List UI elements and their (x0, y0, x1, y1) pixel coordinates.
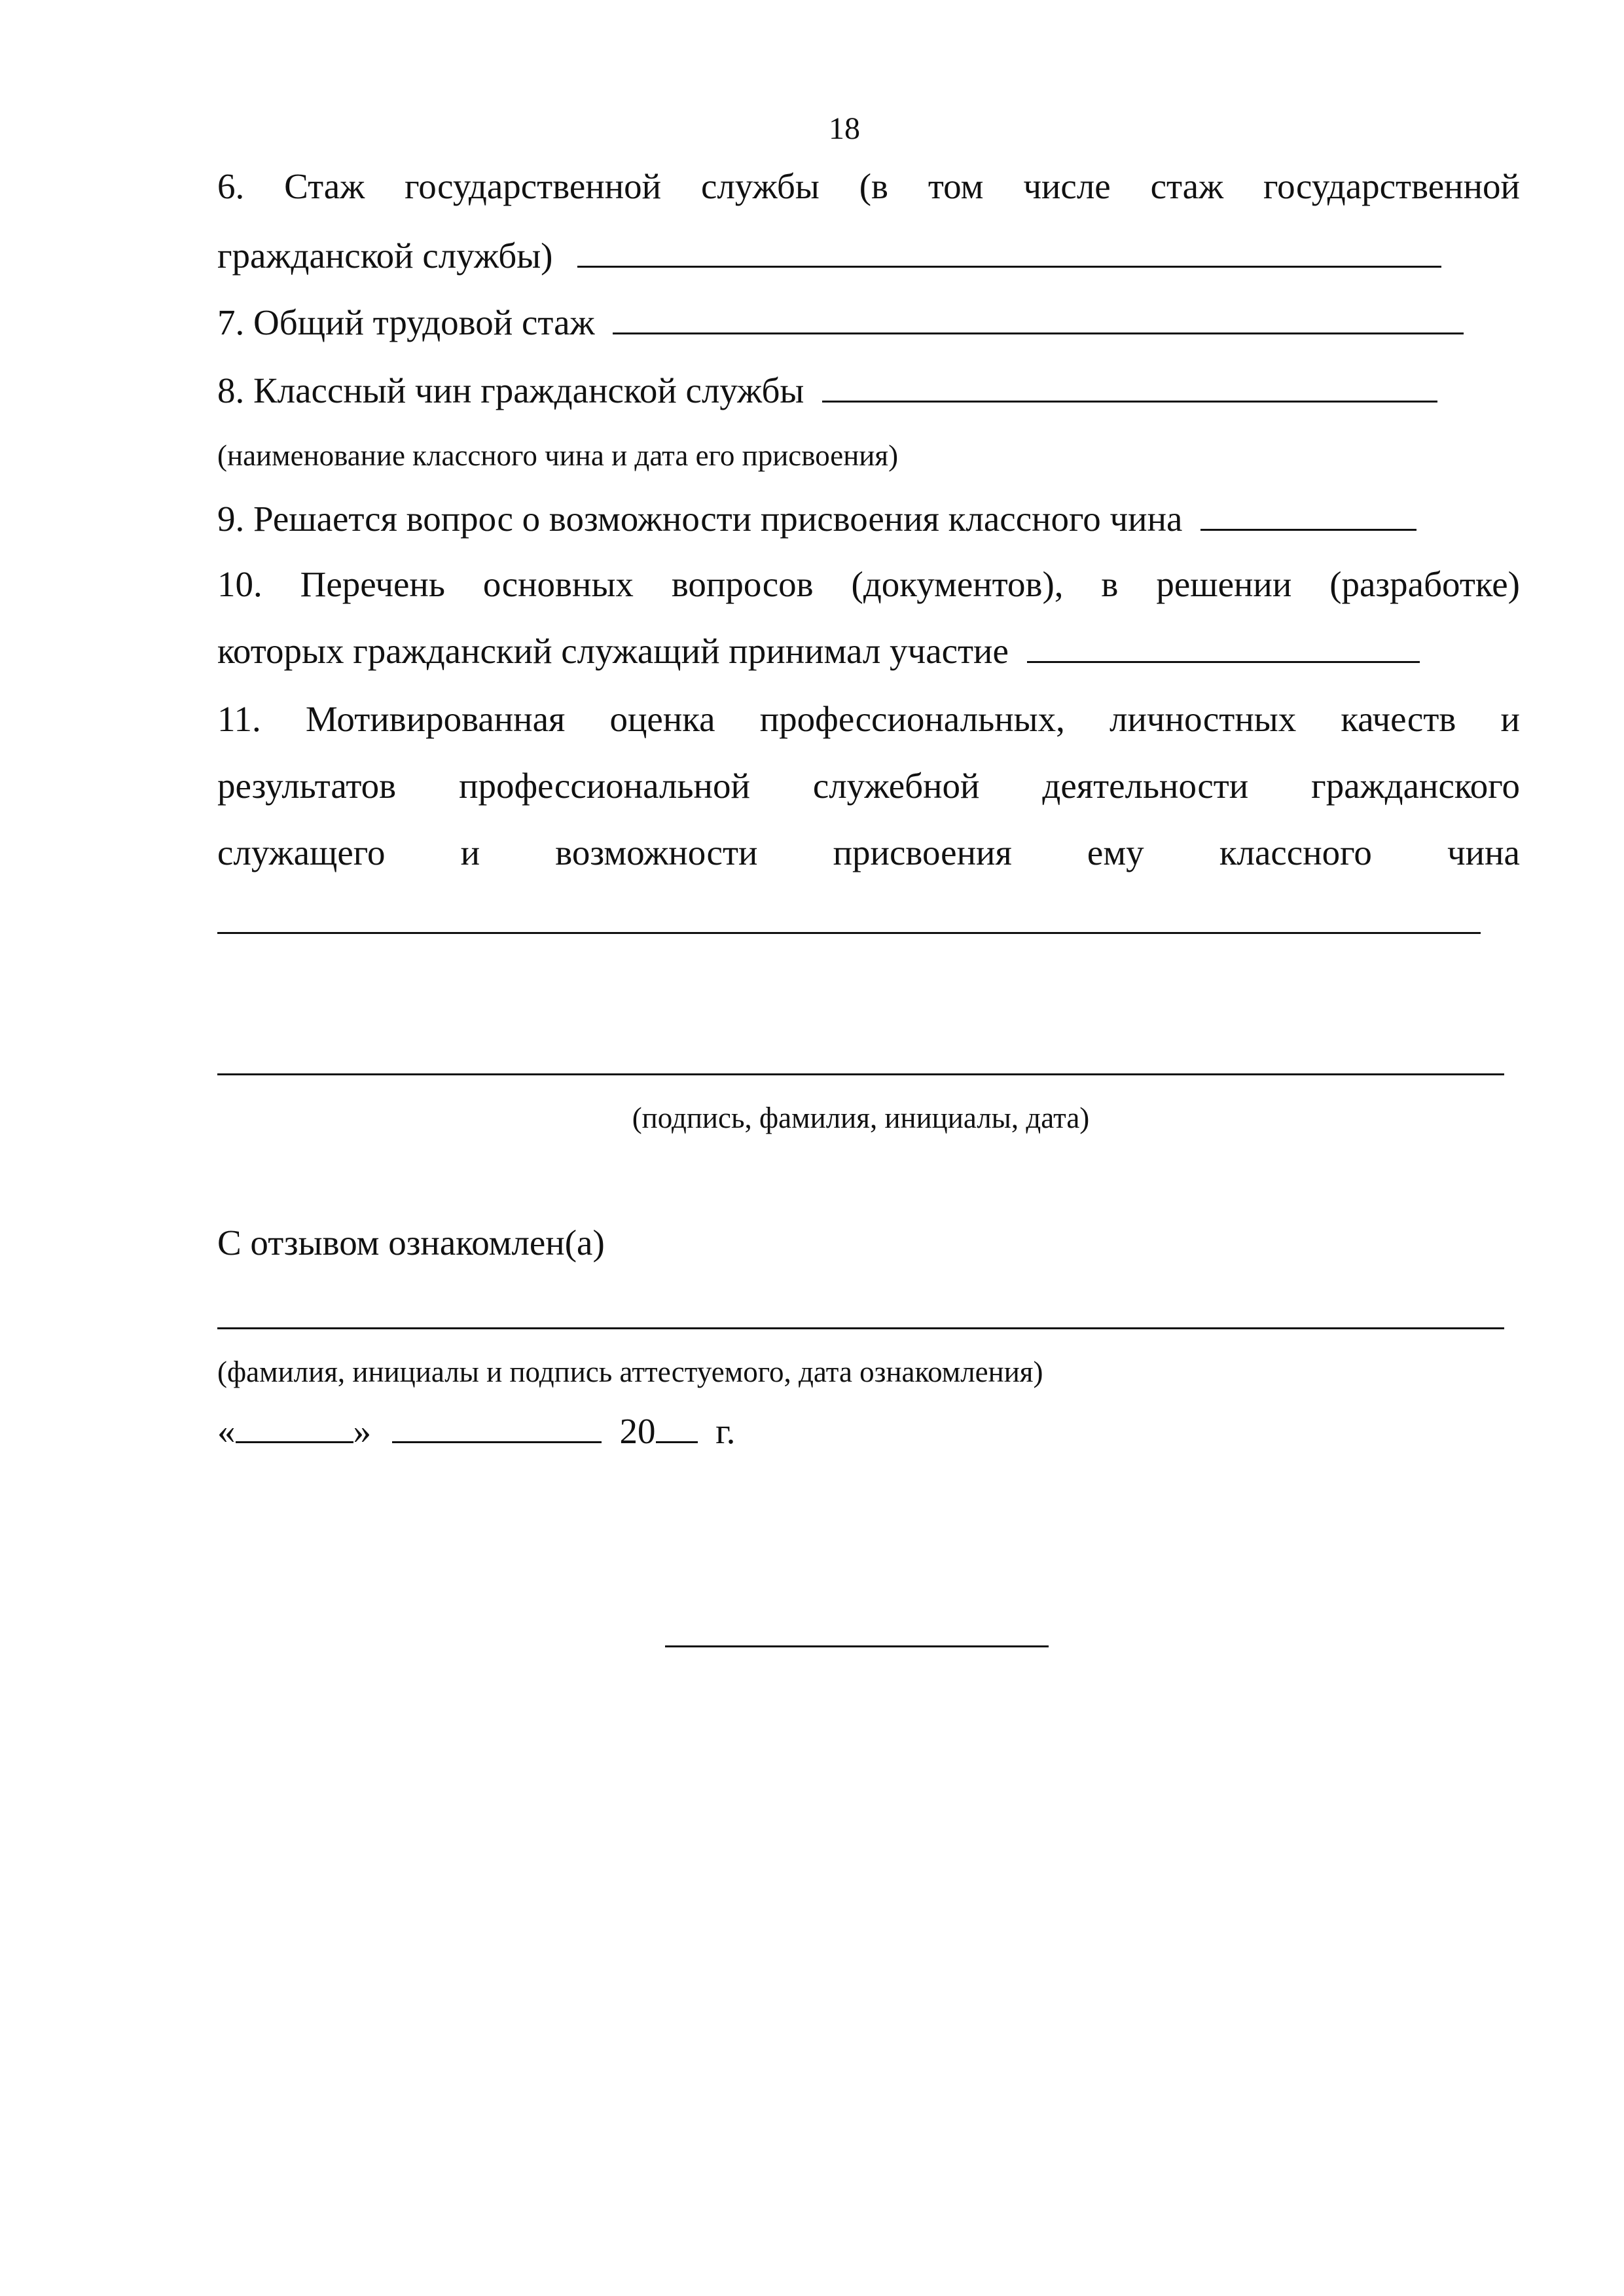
word: служебной (812, 766, 980, 806)
item-11-line-2 (217, 763, 1520, 809)
word: вопросов (671, 564, 814, 604)
item-9-label: 9. Решается вопрос о возможности присвоения классного чина (217, 499, 1183, 539)
participation-field[interactable] (1027, 631, 1420, 663)
year-prefix: 20 (619, 1411, 656, 1451)
item-7-label: 7. Общий трудовой стаж (217, 302, 595, 342)
word: качеств (1341, 699, 1456, 739)
signature-field-line[interactable] (217, 1073, 1504, 1075)
item-10-label: которых гражданский служащий принимал участие (217, 631, 1009, 671)
total-work-tenure-field[interactable] (613, 302, 1464, 334)
item-10-line-2 (217, 628, 1420, 674)
page-number: 18 (829, 111, 860, 146)
year-suffix: г. (715, 1411, 736, 1451)
item-7 (217, 300, 1464, 346)
word: гражданского (1311, 766, 1520, 806)
signature-caption: (подпись, фамилия, инициалы, дата) (632, 1102, 1090, 1134)
acknowledged-label: С отзывом ознакомлен(а) (217, 1223, 605, 1263)
date-open-quote: « (217, 1411, 236, 1451)
word: 11. (217, 699, 261, 739)
word: государственной (405, 166, 662, 206)
item-6-label: гражданской службы) (217, 236, 553, 276)
item-11-line-3 (217, 830, 1520, 876)
word: служащего (217, 833, 386, 872)
evaluation-field-line[interactable] (217, 932, 1481, 934)
class-rank-field[interactable] (822, 370, 1437, 403)
word: 6. (217, 166, 245, 206)
word: Стаж (284, 166, 365, 206)
word: профессиональной (459, 766, 750, 806)
word: (в (859, 166, 888, 206)
acknowledged-field-line[interactable] (217, 1327, 1504, 1329)
item-8-caption: (наименование классного чина и дата его присвоения) (217, 439, 899, 472)
word: основных (482, 564, 634, 604)
year-field[interactable] (656, 1411, 698, 1443)
word: Мотивированная (305, 699, 566, 739)
item-6-line-1 (217, 164, 1520, 209)
word: 10. (217, 564, 262, 604)
word: Перечень (300, 564, 445, 604)
word: личностных (1110, 699, 1297, 739)
word: (документов), (851, 564, 1064, 604)
state-service-tenure-field[interactable] (577, 236, 1441, 268)
word: чина (1447, 833, 1520, 872)
word: государственной (1263, 166, 1520, 206)
acknowledged-caption: (фамилия, инициалы и подпись аттестуемого, дата ознакомления) (217, 1355, 1043, 1388)
word: числе (1023, 166, 1111, 206)
word: и (1500, 699, 1520, 739)
end-of-document-rule (665, 1645, 1049, 1647)
word: классного (1219, 833, 1372, 872)
month-field[interactable] (392, 1411, 602, 1443)
word: результатов (217, 766, 397, 806)
word: возможности (555, 833, 758, 872)
word: оценка (609, 699, 715, 739)
item-9 (217, 496, 1416, 542)
day-field[interactable] (236, 1411, 353, 1443)
item-10-line-1 (217, 562, 1520, 607)
word: ему (1087, 833, 1144, 872)
word: и (460, 833, 480, 872)
item-11-line-1 (217, 696, 1520, 742)
item-6-line-2 (217, 233, 1441, 279)
word: том (928, 166, 984, 206)
word: службы (700, 166, 820, 206)
word: решении (1156, 564, 1292, 604)
word: присвоения (833, 833, 1012, 872)
word: деятельности (1042, 766, 1249, 806)
item-8-label: 8. Классный чин гражданской службы (217, 370, 804, 410)
word: в (1101, 564, 1119, 604)
item-8 (217, 368, 1437, 414)
word: профессиональных, (759, 699, 1065, 739)
word: стаж (1150, 166, 1224, 206)
class-rank-question-field[interactable] (1200, 499, 1416, 531)
date-close-quote: » (353, 1411, 371, 1451)
date-line (217, 1408, 735, 1454)
word: (разработке) (1329, 564, 1520, 604)
